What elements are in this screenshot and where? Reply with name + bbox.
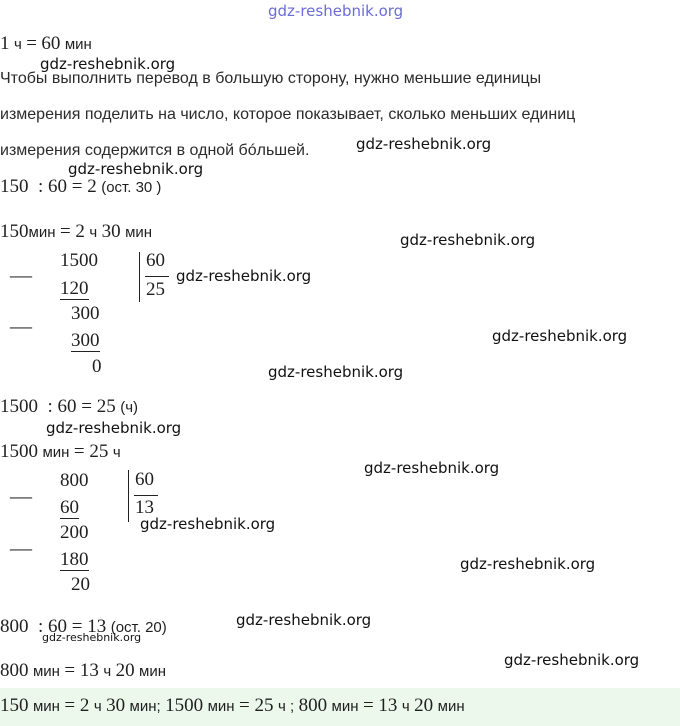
calc-150-expression: 150 : 60 = 2 — [0, 176, 97, 197]
result-150-unit-min: мин — [28, 224, 56, 241]
calc-800-remainder: (ост. 20) — [110, 619, 167, 636]
division-dividend: 1500 — [60, 250, 98, 271]
conversion-fact-hours: 1 — [0, 33, 10, 54]
watermark: gdz-reshebnik.org — [268, 363, 404, 381]
rule-text-line-2: измерения поделить на число, которое показывает, сколько меньших единиц — [0, 106, 576, 123]
division-subtrahend: 120 — [60, 278, 89, 299]
division-bracket — [128, 470, 129, 522]
watermark: gdz-reshebnik.org — [140, 515, 276, 533]
watermark: gdz-reshebnik.org — [504, 651, 640, 669]
division-quotient: 13 — [135, 497, 154, 518]
calc-1500-expression: 1500 : 60 = 25 — [0, 396, 116, 417]
watermark: gdz-reshebnik.org — [176, 267, 312, 285]
division-quotient: 25 — [146, 279, 165, 300]
answer-band — [0, 688, 680, 726]
result-1500 — [0, 441, 121, 463]
watermark: gdz-reshebnik.org — [356, 135, 492, 153]
answer-unit: мин — [437, 698, 465, 715]
answer-part: = 13 — [362, 695, 398, 716]
conversion-fact-unit-hour: ч — [13, 36, 22, 53]
conversion-fact-minutes: 60 — [41, 33, 61, 54]
answer-unit: ч ; — [277, 698, 295, 715]
division-dividend: 800 — [60, 470, 89, 491]
result-1500-unit-h: ч — [112, 444, 121, 461]
calc-800-expression: 800 : 60 = 13 — [0, 616, 107, 637]
answer-unit: ч — [401, 698, 410, 715]
division-minus: — — [10, 262, 32, 287]
division-subtrahend: 180 — [60, 549, 89, 570]
conversion-fact — [0, 33, 92, 55]
division-subtrahend: 60 — [60, 497, 79, 518]
answer-part: 30 — [106, 695, 126, 716]
result-800-unit-min: мин — [32, 663, 60, 680]
conversion-fact-equals: = — [26, 33, 37, 54]
result-150-unit-min-2: мин — [125, 224, 153, 241]
calc-1500 — [0, 396, 138, 418]
rule-text-line-3: измерения содержится в одной бóльшей. — [0, 142, 310, 159]
division-final-remainder: 20 — [71, 574, 90, 595]
answer-unit: мин — [331, 698, 359, 715]
watermark: gdz-reshebnik.org — [492, 327, 628, 345]
calc-150-remainder: (ост. 30 ) — [101, 179, 162, 196]
watermark: gdz-reshebnik.org — [46, 419, 182, 437]
division-divisor: 60 — [146, 250, 165, 271]
answer-part: = 2 — [64, 695, 90, 716]
result-800-unit-h: ч — [103, 663, 112, 680]
division-bracket-line — [145, 276, 169, 277]
answer-unit: ч — [93, 698, 102, 715]
result-150-c: 30 — [101, 221, 121, 242]
watermark: gdz-reshebnik.org — [400, 231, 536, 249]
watermark-top: gdz-reshebnik.org — [268, 2, 404, 20]
division-bracket — [139, 252, 140, 302]
division-minus: — — [10, 535, 32, 560]
final-answer — [0, 695, 465, 717]
watermark: gdz-reshebnik.org — [460, 555, 596, 573]
result-800-unit-min-2: мин — [139, 663, 167, 680]
answer-part: 150 — [0, 695, 29, 716]
division-remainder: 200 — [60, 522, 89, 543]
division-minus: — — [10, 313, 32, 338]
calc-1500-unit: (ч) — [120, 399, 139, 416]
answer-part: 1500 — [165, 695, 204, 716]
rule-text-line-1: Чтобы выполнить перевод в большую сторону, нужно меньшие единицы — [0, 70, 542, 87]
answer-part: = 25 — [239, 695, 274, 716]
watermark: gdz-reshebnik.org — [40, 55, 176, 73]
result-1500-unit-min: мин — [42, 444, 70, 461]
division-remainder: 300 — [71, 303, 100, 324]
answer-part: 20 — [414, 695, 434, 716]
calc-150 — [0, 176, 161, 198]
division-minus: — — [10, 483, 32, 508]
answer-part: 800 — [298, 695, 328, 716]
result-800-c: 20 — [115, 660, 135, 681]
result-800 — [0, 660, 166, 682]
division-final-remainder: 0 — [92, 356, 102, 377]
result-1500-a: 1500 — [0, 441, 38, 462]
division-bracket-line — [134, 495, 158, 496]
result-150 — [0, 221, 152, 243]
watermark: gdz-reshebnik.org — [68, 160, 204, 178]
answer-unit: мин — [32, 698, 60, 715]
result-150-b: = 2 — [59, 221, 85, 242]
watermark: gdz-reshebnik.org — [364, 459, 500, 477]
watermark: gdz-reshebnik.org — [236, 611, 372, 629]
conversion-fact-unit-min: мин — [64, 36, 92, 53]
division-divisor: 60 — [135, 469, 154, 490]
answer-unit: мин; — [129, 698, 161, 715]
result-800-b: = 13 — [64, 660, 99, 681]
division-subtrahend: 300 — [71, 330, 100, 351]
answer-unit: мин — [207, 698, 235, 715]
watermark-small: gdz-reshebnik.org — [42, 631, 142, 644]
result-150-unit-h: ч — [89, 224, 98, 241]
result-1500-b: = 25 — [73, 441, 109, 462]
result-150-a: 150 — [0, 221, 29, 242]
result-800-a: 800 — [0, 660, 29, 681]
